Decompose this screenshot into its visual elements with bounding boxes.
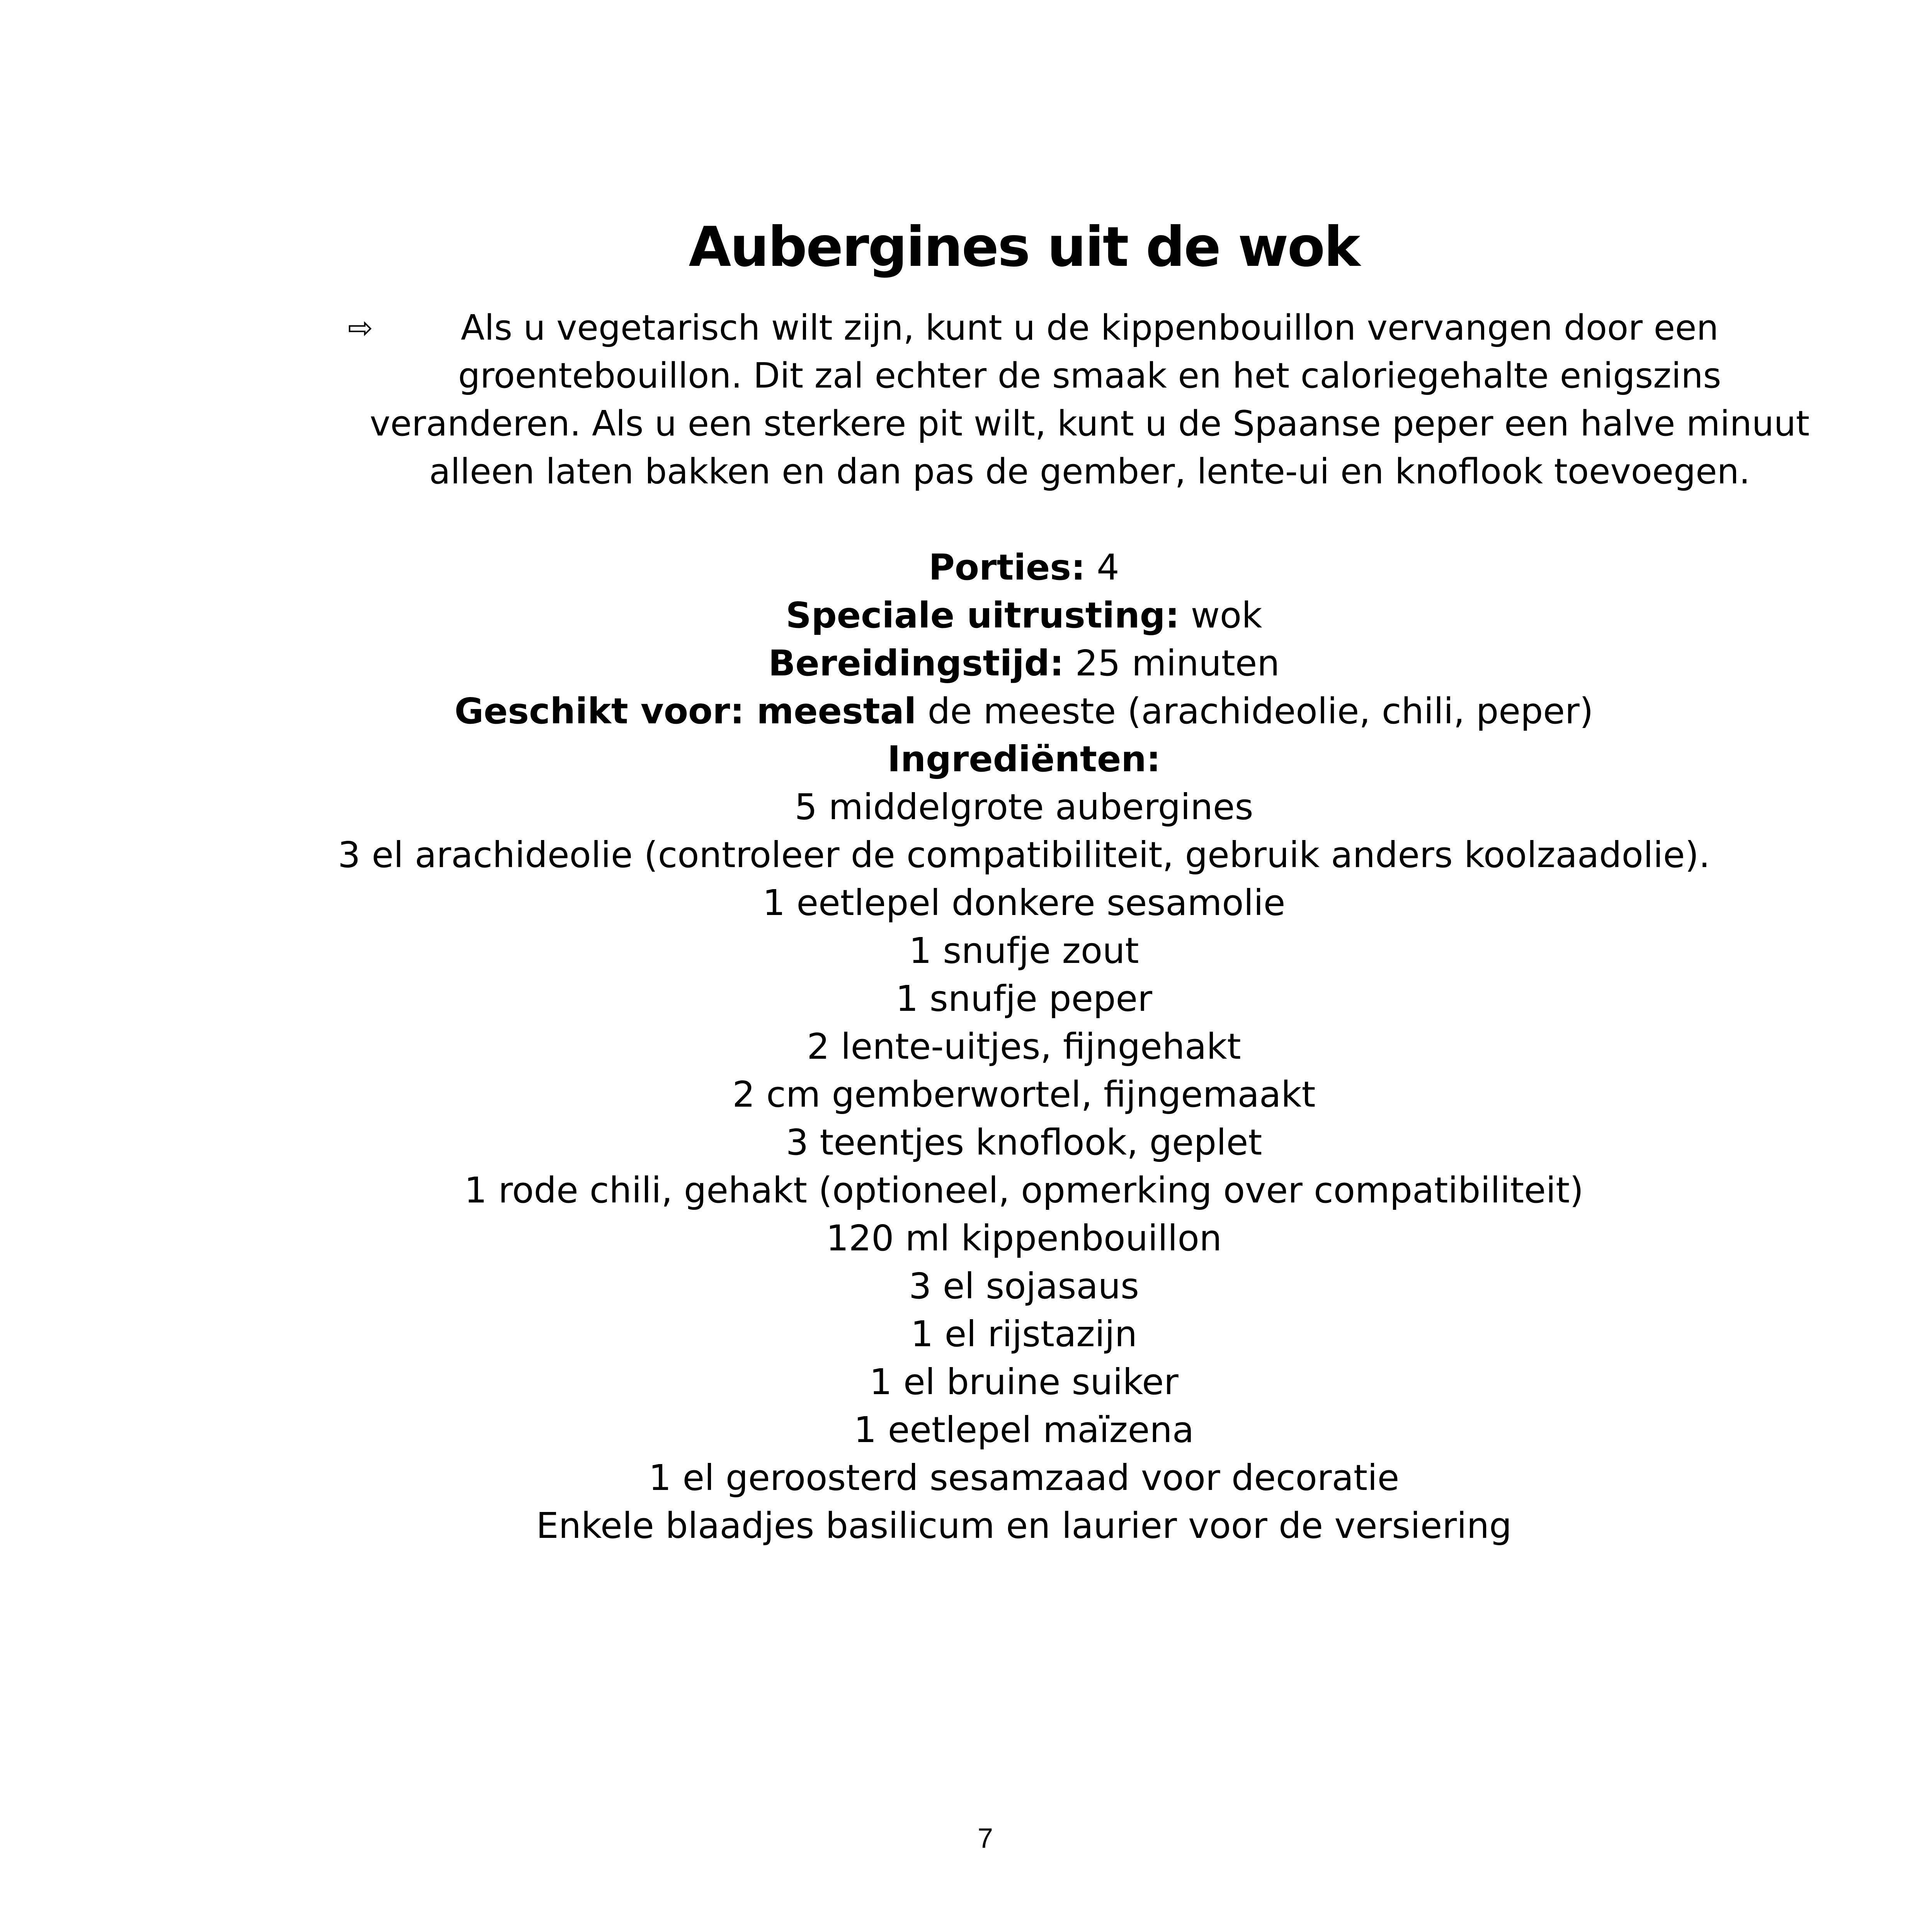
list-item: 3 el sojasaus [909, 1265, 1139, 1307]
list-item: 5 middelgrote aubergines [794, 786, 1253, 828]
note-text: Als u vegetarisch wilt zijn, kunt u de kippenbouillon vervangen door een groentebouillon. Dit zal echter de smaak en het caloriegehalte enigszins veranderen. Als u een sterkere pit wilt, kunt u de Spaanse peper een halve minuut alleen laten bakken en dan pas de gember, lente-ui en knoflook toevoegen. [369, 308, 1810, 492]
portions-row [232, 544, 1816, 592]
list-item: 1 rode chili, gehakt (optioneel, opmerking over compatibiliteit) [464, 1170, 1584, 1211]
equipment-row [232, 592, 1816, 639]
list-item: 1 eetlepel maïzena [854, 1409, 1194, 1451]
equipment-value: wok [1190, 595, 1262, 636]
list-item: 2 cm gemberwortel, fijngemaakt [732, 1074, 1316, 1115]
list-item: 3 teentjes knoflook, geplet [786, 1122, 1262, 1163]
list-item: 1 el bruine suiker [869, 1361, 1179, 1403]
prep-time-label: Bereidingstijd: [768, 643, 1064, 684]
arrow-right-outline-icon: ⇨ [348, 311, 373, 345]
list-item: 3 el arachideolie (controleer de compatibiliteit, gebruik anders koolzaadolie). [338, 834, 1710, 876]
suitable-value: de meeste (arachideolie, chili, peper) [927, 690, 1594, 732]
recipe-note [348, 304, 1820, 496]
list-item: 1 eetlepel donkere sesamolie [762, 882, 1286, 923]
portions-value: 4 [1097, 547, 1119, 588]
list-item: 1 el geroosterd sesamzaad voor decoratie [648, 1457, 1400, 1498]
list-item: 2 lente-uitjes, fijngehakt [807, 1026, 1241, 1067]
list-item: 1 snufje peper [896, 978, 1152, 1019]
page-title: Aubergines uit de wok [689, 215, 1359, 279]
list-item: Enkele blaadjes basilicum en laurier voor de versiering [536, 1505, 1512, 1546]
portions-label: Porties: [929, 547, 1085, 588]
list-item: 1 el rijstazijn [910, 1313, 1138, 1355]
suitable-row [232, 687, 1816, 735]
ingredients-heading-row [232, 735, 1816, 783]
recipe-info [232, 544, 1816, 783]
page-number: 7 [977, 1823, 993, 1854]
equipment-label: Speciale uitrusting: [786, 595, 1180, 636]
list-item: 1 snufje zout [909, 930, 1139, 971]
suitable-label: Geschikt voor: meestal [454, 690, 917, 732]
list-item: 120 ml kippenbouillon [826, 1218, 1222, 1259]
prep-time-row [232, 639, 1816, 687]
ingredients-list [193, 783, 1855, 1550]
prep-time-value: 25 minuten [1075, 643, 1280, 684]
ingredients-heading: Ingrediënten: [887, 738, 1161, 780]
